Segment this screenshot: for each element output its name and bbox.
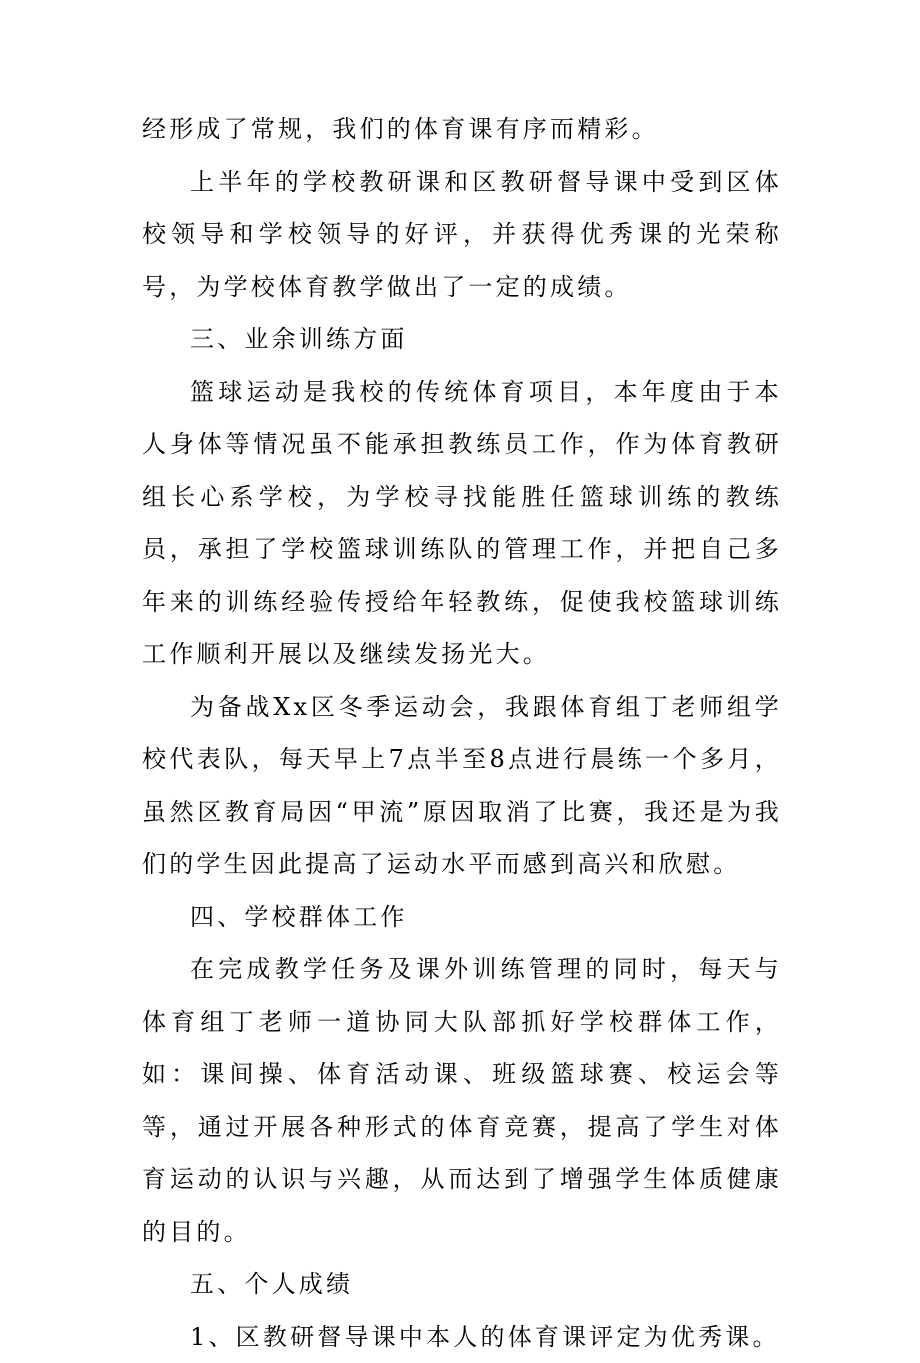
paragraph-teaching-evaluation: 上半年的学校教研课和区教研督导课中受到区体校领导和学校领导的好评，并获得优秀课的光荣称号，为学校体育教学做出了一定的成绩。 <box>142 156 782 314</box>
paragraph-continuation: 经形成了常规，我们的体育课有序而精彩。 <box>142 103 782 156</box>
paragraph-basketball: 篮球运动是我校的传统体育项目，本年度由于本人身体等情况虽不能承担教练员工作，作为体育教研组长心系学校，为学校寻找能胜任篮球训练的教练员，承担了学校篮球训练队的管理工作，并把自己多年来的训练经验传授给年轻教练，促使我校篮球训练工作顺利开展以及继续发扬光大。 <box>142 366 782 681</box>
paragraph-group-activities: 在完成教学任务及课外训练管理的同时，每天与体育组丁老师一道协同大队部抓好学校群体工作，如：课间操、体育活动课、班级篮球赛、校运会等等，通过开展各种形式的体育竞赛，提高了学生对体育运动的认识与兴趣，从而达到了增强学生体质健康的目的。 <box>142 943 782 1258</box>
section-heading-group-work: 四、学校群体工作 <box>142 891 782 944</box>
paragraph-winter-games: 为备战Xx区冬季运动会，我跟体育组丁老师组学校代表队，每天早上7点半至8点进行晨练一个多月，虽然区教育局因“甲流”原因取消了比赛，我还是为我们的学生因此提高了运动水平而感到高兴和欣慰。 <box>142 681 782 891</box>
document-page <box>142 103 782 1363</box>
section-heading-achievements: 五、个人成绩 <box>142 1258 782 1311</box>
section-heading-training: 三、业余训练方面 <box>142 313 782 366</box>
paragraph-achievement-1: 1、区教研督导课中本人的体育课评定为优秀课。 <box>142 1311 782 1363</box>
